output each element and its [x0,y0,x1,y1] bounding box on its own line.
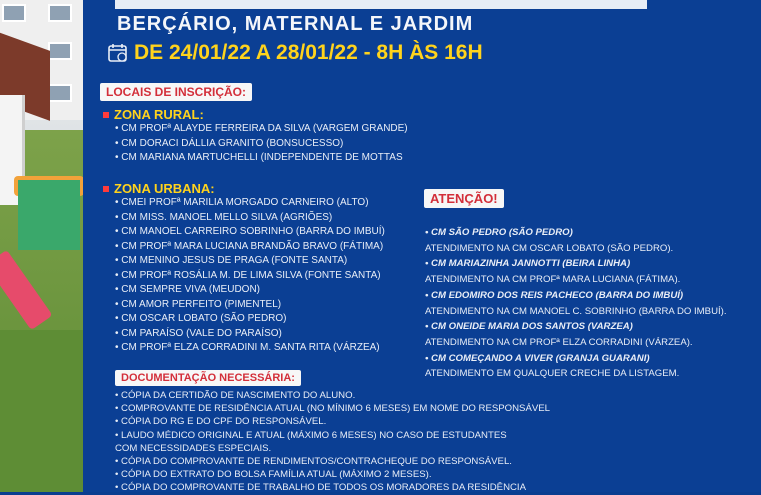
atencao-item-head: • CM SÃO PEDRO (SÃO PEDRO) [425,227,573,238]
atencao-item-text: ATENDIMENTO NA CM PROFª ELZA CORRADINI (VÁRZEA). [425,336,693,348]
list-item: • CM MENINO JESUS DE PRAGA (FONTE SANTA) [115,254,385,269]
list-item: • CMEI PROFª MARILIA MORGADO CARNEIRO (ALTO) [115,196,385,211]
list-item: • CM PROFª ALAYDE FERREIRA DA SILVA (VARGEM GRANDE) [115,122,408,137]
list-item: • CM MISS. MANOEL MELLO SILVA (AGRIÕES) [115,211,385,226]
window [48,4,72,22]
page-title: BERÇÁRIO, MATERNAL E JARDIM [117,13,474,35]
list-item: • CM OSCAR LOBATO (SÃO PEDRO) [115,312,385,327]
zona-rural-list [115,122,408,166]
green-playset [18,180,80,250]
atencao-item-text: ATENDIMENTO NA CM OSCAR LOBATO (SÃO PEDRO). [425,242,674,254]
bullet-square-icon [103,186,109,192]
list-item: • CM MARIANA MARTUCHELLI (INDEPENDENTE DE MOTTAS [115,151,408,166]
atencao-item-head: • CM EDOMIRO DOS REIS PACHECO (BARRA DO IMBUÍ) [425,289,684,301]
atencao-item-head: • CM MARIAZINHA JANNOTTI (BEIRA LINHA) [425,258,631,270]
atencao-item-head: • CM ONEIDE MARIA DOS SANTOS (VARZEA) [425,321,633,333]
list-item: • CM PARAÍSO (VALE DO PARAÍSO) [115,327,385,342]
bullet-square-icon [103,112,109,118]
atencao-item-text: ATENDIMENTO EM QUALQUER CRECHE DA LISTAGEM. [425,368,680,380]
zona-urbana-heading [103,181,215,196]
zona-rural-heading [103,107,204,122]
list-item: • CÓPIA DA CERTIDÃO DE NASCIMENTO DO ALUNO. [115,389,550,402]
date-text: DE 24/01/22 A 28/01/22 - 8H ÀS 16H [134,41,483,64]
list-item: • CÓPIA DO COMPROVANTE DE TRABALHO DE TODOS OS MORADORES DA RESIDÊNCIA [115,481,550,494]
zona-urbana-label: ZONA URBANA: [114,181,215,196]
list-item: • CM DORACI DÁLLIA GRANITO (BONSUCESSO) [115,137,408,152]
top-strip [115,0,647,9]
list-item: • CÓPIA DO COMPROVANTE DE RENDIMENTOS/CONTRACHEQUE DO RESPONSÁVEL. [115,455,550,468]
list-item: • CM MANOEL CARREIRO SOBRINHO (BARRA DO IMBUÍ) [115,225,385,240]
zona-rural-label: ZONA RURAL: [114,107,204,122]
window [48,84,72,102]
window [48,42,72,60]
list-item: • CM SEMPRE VIVA (MEUDON) [115,283,385,298]
atencao-item-head: • CM COMEÇANDO A VIVER (GRANJA GUARANI) [425,352,650,364]
list-item: • COMPROVANTE DE RESIDÊNCIA ATUAL (NO MÍNIMO 6 MESES) EM NOME DO RESPONSÁVEL [115,402,550,415]
list-item-continuation: COM NECESSIDADES ESPECIAIS. [115,442,272,454]
list-item: • CM AMOR PERFEITO (PIMENTEL) [115,298,385,313]
date-line [108,41,483,65]
list-item: • CM PROFª ELZA CORRADINI M. SANTA RITA (VÁRZEA) [115,341,385,356]
list-item: • CM PROFª ROSÁLIA M. DE LIMA SILVA (FONTE SANTA) [115,269,385,284]
atencao-label: ATENÇÃO! [424,189,504,208]
documentacao-list [115,389,550,495]
list-item: • CM PROFª MARA LUCIANA BRANDÃO BRAVO (FÁTIMA) [115,240,385,255]
locais-label: LOCAIS DE INSCRIÇÃO: [100,83,252,101]
window [2,4,26,22]
atencao-item-text: ATENDIMENTO NA CM MANOEL C. SOBRINHO (BARRA DO IMBUÍ). [425,305,727,317]
atencao-list [425,225,727,382]
list-item: • CÓPIA DO RG E DO CPF DO RESPONSÁVEL. [115,415,550,428]
calendar-icon [108,43,128,63]
documentacao-label: DOCUMENTAÇÃO NECESSÁRIA: [115,370,301,386]
zona-urbana-list [115,196,385,356]
list-item: • CÓPIA DO EXTRATO DO BOLSA FAMÍLIA ATUAL (MÁXIMO 2 MESES). [115,468,550,481]
atencao-item-text: ATENDIMENTO NA CM PROFª MARA LUCIANA (FÁTIMA). [425,274,681,286]
list-item: • LAUDO MÉDICO ORIGINAL E ATUAL (MÁXIMO 6 MESES) NO CASO DE ESTUDANTES [115,429,550,442]
pink-slide [0,250,53,330]
